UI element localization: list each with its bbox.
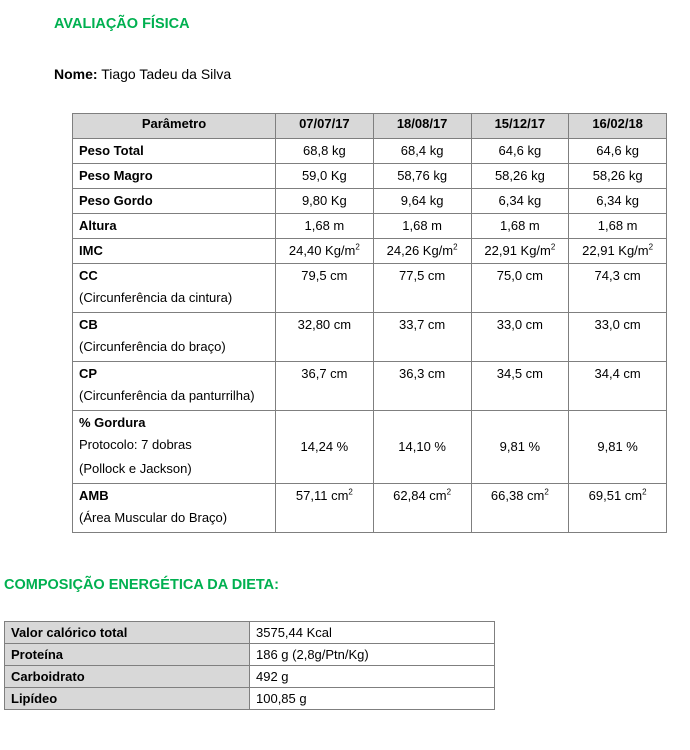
table-cell: 6,34 kg xyxy=(569,189,667,214)
table-cell: 58,26 kg xyxy=(569,164,667,189)
table-row xyxy=(5,688,495,710)
diet-value: 186 g (2,8g/Ptn/Kg) xyxy=(250,644,495,666)
page-title: AVALIAÇÃO FÍSICA xyxy=(54,16,190,32)
table-cell: 1,68 m xyxy=(373,214,471,239)
diet-label: Valor calórico total xyxy=(5,622,250,644)
patient-name xyxy=(54,66,231,82)
column-header: Parâmetro xyxy=(73,114,276,139)
table-cell: 33,7 cm xyxy=(373,313,471,362)
table-cell: 64,6 kg xyxy=(471,139,569,164)
table-row xyxy=(73,264,667,313)
table-cell: 58,26 kg xyxy=(471,164,569,189)
table-cell: 14,10 % xyxy=(373,411,471,484)
row-label: CC xyxy=(79,268,98,283)
table-cell: 33,0 cm xyxy=(569,313,667,362)
table-cell: 62,84 $cm^2$ xyxy=(373,484,471,533)
row-sublabel: (Pollock e Jackson) xyxy=(79,461,192,476)
row-sublabel: (Circunferência do braço) xyxy=(79,339,226,354)
diet-table xyxy=(4,621,495,710)
table-row xyxy=(5,622,495,644)
table-cell: 36,7 cm xyxy=(276,362,374,411)
column-header: 15/12/17 xyxy=(471,114,569,139)
table-cell: 69,51 $cm^2$ xyxy=(569,484,667,533)
row-label: Peso Magro xyxy=(79,168,153,183)
table-row xyxy=(73,214,667,239)
row-label: Altura xyxy=(79,218,117,233)
table-cell: 64,6 kg xyxy=(569,139,667,164)
table-row xyxy=(73,139,667,164)
evaluation-table xyxy=(72,113,667,533)
table-row xyxy=(5,666,495,688)
table-row xyxy=(73,239,667,264)
table-cell: 74,3 cm xyxy=(569,264,667,313)
row-label: % Gordura xyxy=(79,415,146,430)
table-cell: 34,4 cm xyxy=(569,362,667,411)
row-sublabel: (Circunferência da panturrilha) xyxy=(79,388,255,403)
table-cell: 22,91 $Kg/m^2$ xyxy=(471,239,569,264)
diet-label: Lipídeo xyxy=(5,688,250,710)
table-cell: 32,80 cm xyxy=(276,313,374,362)
row-label: CB xyxy=(79,317,98,332)
table-cell: 68,8 kg xyxy=(276,139,374,164)
table-cell: 14,24 % xyxy=(276,411,374,484)
table-row xyxy=(73,189,667,214)
table-row xyxy=(73,411,667,484)
diet-value: 100,85 g xyxy=(250,688,495,710)
row-sublabel: Protocolo: 7 dobras xyxy=(79,437,192,452)
diet-value: 3575,44 Kcal xyxy=(250,622,495,644)
row-label: Peso Gordo xyxy=(79,193,153,208)
table-cell: 57,11 $cm^2$ xyxy=(276,484,374,533)
table-row xyxy=(73,313,667,362)
table-cell: 79,5 cm xyxy=(276,264,374,313)
table-cell: 22,91 $Kg/m^2$ xyxy=(569,239,667,264)
table-cell: 9,81 % xyxy=(569,411,667,484)
table-header-row xyxy=(73,114,667,139)
table-cell: 6,34 kg xyxy=(471,189,569,214)
table-cell: 59,0 Kg xyxy=(276,164,374,189)
table-row xyxy=(5,644,495,666)
table-cell: 24,40 $Kg/m^2$ xyxy=(276,239,374,264)
row-label: IMC xyxy=(79,243,103,258)
row-sublabel: (Circunferência da cintura) xyxy=(79,290,233,305)
table-cell: 9,64 kg xyxy=(373,189,471,214)
diet-label: Proteína xyxy=(5,644,250,666)
table-cell: 1,68 m xyxy=(276,214,374,239)
column-header: 07/07/17 xyxy=(276,114,374,139)
table-cell: 33,0 cm xyxy=(471,313,569,362)
table-row xyxy=(73,484,667,533)
diet-value: 492 g xyxy=(250,666,495,688)
table-row xyxy=(73,164,667,189)
row-label: CP xyxy=(79,366,98,381)
table-cell: 9,80 Kg xyxy=(276,189,374,214)
table-cell: 9,81 % xyxy=(471,411,569,484)
column-header: 18/08/17 xyxy=(373,114,471,139)
table-cell: 34,5 cm xyxy=(471,362,569,411)
table-cell: 77,5 cm xyxy=(373,264,471,313)
name-label: Nome: xyxy=(54,66,98,82)
table-cell: 1,68 m xyxy=(569,214,667,239)
row-label: Peso Total xyxy=(79,143,144,158)
name-value: Tiago Tadeu da Silva xyxy=(101,66,232,82)
table-cell: 75,0 cm xyxy=(471,264,569,313)
diet-label: Carboidrato xyxy=(5,666,250,688)
table-cell: 58,76 kg xyxy=(373,164,471,189)
column-header: 16/02/18 xyxy=(569,114,667,139)
table-row xyxy=(73,362,667,411)
row-sublabel: (Área Muscular do Braço) xyxy=(79,510,228,525)
table-cell: 1,68 m xyxy=(471,214,569,239)
row-label: AMB xyxy=(79,488,109,503)
diet-section-title: COMPOSIÇÃO ENERGÉTICA DA DIETA: xyxy=(4,577,279,593)
table-cell: 68,4 kg xyxy=(373,139,471,164)
table-cell: 24,26 $Kg/m^2$ xyxy=(373,239,471,264)
table-cell: 66,38 $cm^2$ xyxy=(471,484,569,533)
table-cell: 36,3 cm xyxy=(373,362,471,411)
